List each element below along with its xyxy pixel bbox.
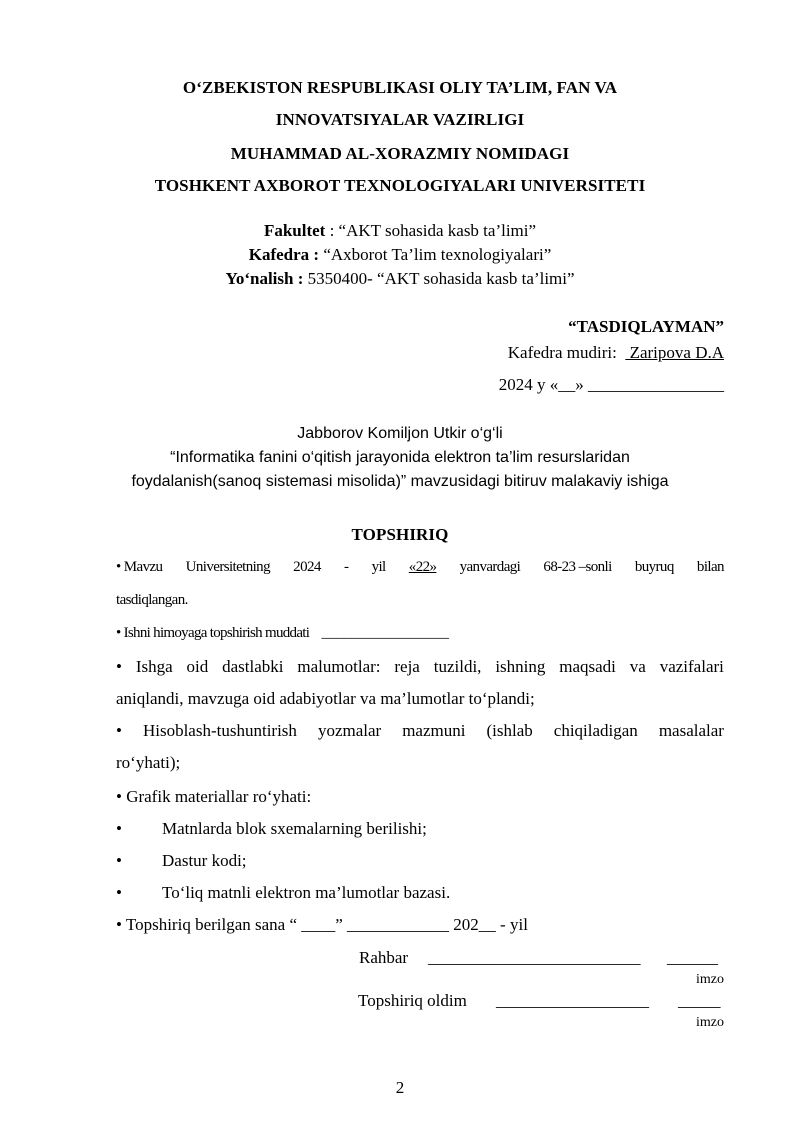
- defense-deadline-label: • Ishni himoyaga topshirish muddati: [116, 625, 310, 641]
- page-number: 2: [395, 1078, 405, 1097]
- signature-caption: imzo: [696, 972, 724, 987]
- faculty-line: [0, 221, 800, 241]
- department-value: “Axborot Ta’lim texnologiyalari”: [319, 245, 552, 264]
- sub-item-database: To‘liq matnli elektron ma’lumotlar bazasi.: [162, 883, 451, 902]
- faculty-label: Fakultet: [263, 221, 326, 240]
- supervisor-signature-line: ______: [667, 948, 718, 967]
- task-item-1-word: bilan: [696, 559, 724, 575]
- task-item-4-line-2: ro‘yhati);: [116, 753, 181, 772]
- specialty-line: [0, 269, 800, 289]
- university-title-line-1: MUHAMMAD AL-XORAZMIY NOMIDAGI: [230, 144, 570, 163]
- task-item-3-word: dastlabki: [222, 657, 284, 676]
- task-item-3-word: oid: [186, 657, 209, 676]
- department-head-line: [508, 343, 724, 363]
- task-received-label: Topshiriq oldim: [358, 991, 467, 1010]
- sub-item-program-code: Dastur kodi;: [162, 851, 247, 870]
- approval-title: “TASDIQLAYMAN”: [568, 317, 724, 336]
- approval-date-line: 2024 y «__» ________________: [498, 375, 724, 394]
- task-item-1-word: -: [343, 559, 349, 575]
- task-title: TOPSHIRIQ: [351, 525, 449, 544]
- task-item-4-word: (ishlab: [486, 721, 533, 740]
- task-item-1-line-1: [116, 559, 724, 576]
- task-item-3-word: ishning: [495, 657, 546, 676]
- signature-caption: imzo: [696, 1015, 724, 1030]
- sub-item-bullet: •: [116, 883, 122, 902]
- task-item-3-word: va: [629, 657, 646, 676]
- task-item-4-word: yozmalar: [317, 721, 382, 740]
- supervisor-name-line: _________________________: [428, 948, 641, 967]
- supervisor-label: Rahbar: [359, 948, 409, 967]
- task-item-3-word: Ishga: [135, 657, 173, 676]
- task-item-4-word: chiqiladigan: [553, 721, 638, 740]
- task-item-1-word: • Mavzu: [116, 559, 163, 575]
- task-received-name-line: __________________: [496, 991, 649, 1010]
- thesis-topic-line-2: foydalanish(sanoq sistemasi misolida)” mavzusidagi bitiruv malakaviy ishiga: [131, 473, 669, 490]
- university-title-line-2: TOSHKENT AXBOROT TEXNOLOGIYALARI UNIVERSITETI: [154, 176, 646, 195]
- task-item-3-line-1: [116, 657, 724, 677]
- task-item-3-line-2: aniqlandi, mavzuga oid adabiyotlar va ma’lumotlar to‘plandi;: [116, 689, 535, 708]
- task-received-signature-line: _____: [678, 991, 721, 1010]
- defense-deadline-blank: _________________: [321, 625, 449, 641]
- task-item-1-word: 2024: [293, 559, 321, 575]
- task-item-2: [116, 625, 449, 642]
- task-item-4-word: masalalar: [658, 721, 724, 740]
- task-item-1-line-2: tasdiqlangan.: [116, 592, 188, 608]
- sub-item-block-diagrams: Matnlarda blok sxemalarning berilishi;: [162, 819, 427, 838]
- task-item-3-word: •: [116, 657, 122, 676]
- faculty-value: : “AKT sohasida kasb ta’limi”: [325, 221, 537, 240]
- sub-item-bullet: •: [116, 819, 122, 838]
- task-item-4-word: •: [116, 721, 122, 740]
- task-item-4-line-1: [116, 721, 724, 741]
- task-item-3-word: malumotlar:: [297, 657, 381, 676]
- department-head-name: Zaripova D.A: [625, 343, 724, 362]
- sub-item-bullet: •: [116, 851, 122, 870]
- task-item-3-word: vazifalari: [659, 657, 724, 676]
- thesis-topic-line-1: “Informatika fanini o‘qitish jarayonida elektron ta’lim resurslaridan: [170, 449, 630, 466]
- task-item-1-word: Universitetning: [185, 559, 270, 575]
- task-issue-date-line: • Topshiriq berilgan sana “ ____” ____________ 202__ - yil: [116, 915, 528, 934]
- task-item-3-word: reja: [394, 657, 420, 676]
- task-item-4-word: Hisoblash-tushuntirish: [142, 721, 297, 740]
- ministry-title-line-2: INNOVATSIYALAR VAZIRLIGI: [275, 110, 525, 129]
- student-name: Jabborov Komiljon Utkir o‘g‘li: [297, 425, 503, 442]
- specialty-value: 5350400- “AKT sohasida kasb ta’limi”: [303, 269, 575, 288]
- ministry-title-line-1: O‘ZBEKISTON RESPUBLIKASI OLIY TA’LIM, FAN VA: [182, 78, 618, 97]
- department-label: Kafedra :: [248, 245, 320, 264]
- task-item-1-word: yil: [371, 559, 386, 575]
- task-item-5: • Grafik materiallar ro‘yhati:: [116, 787, 312, 806]
- order-day: «22»: [408, 559, 437, 575]
- department-head-label: Kafedra mudiri:: [507, 343, 617, 362]
- task-item-3-word: maqsadi: [559, 657, 616, 676]
- order-month: yanvardagi: [459, 559, 521, 575]
- department-line: [0, 245, 800, 265]
- specialty-label: Yo‘nalish :: [225, 269, 304, 288]
- task-item-4-word: mazmuni: [402, 721, 466, 740]
- order-number: 68-23 –sonli: [543, 559, 612, 575]
- task-item-3-word: tuzildi,: [433, 657, 482, 676]
- task-item-1-word: buyruq: [634, 559, 674, 575]
